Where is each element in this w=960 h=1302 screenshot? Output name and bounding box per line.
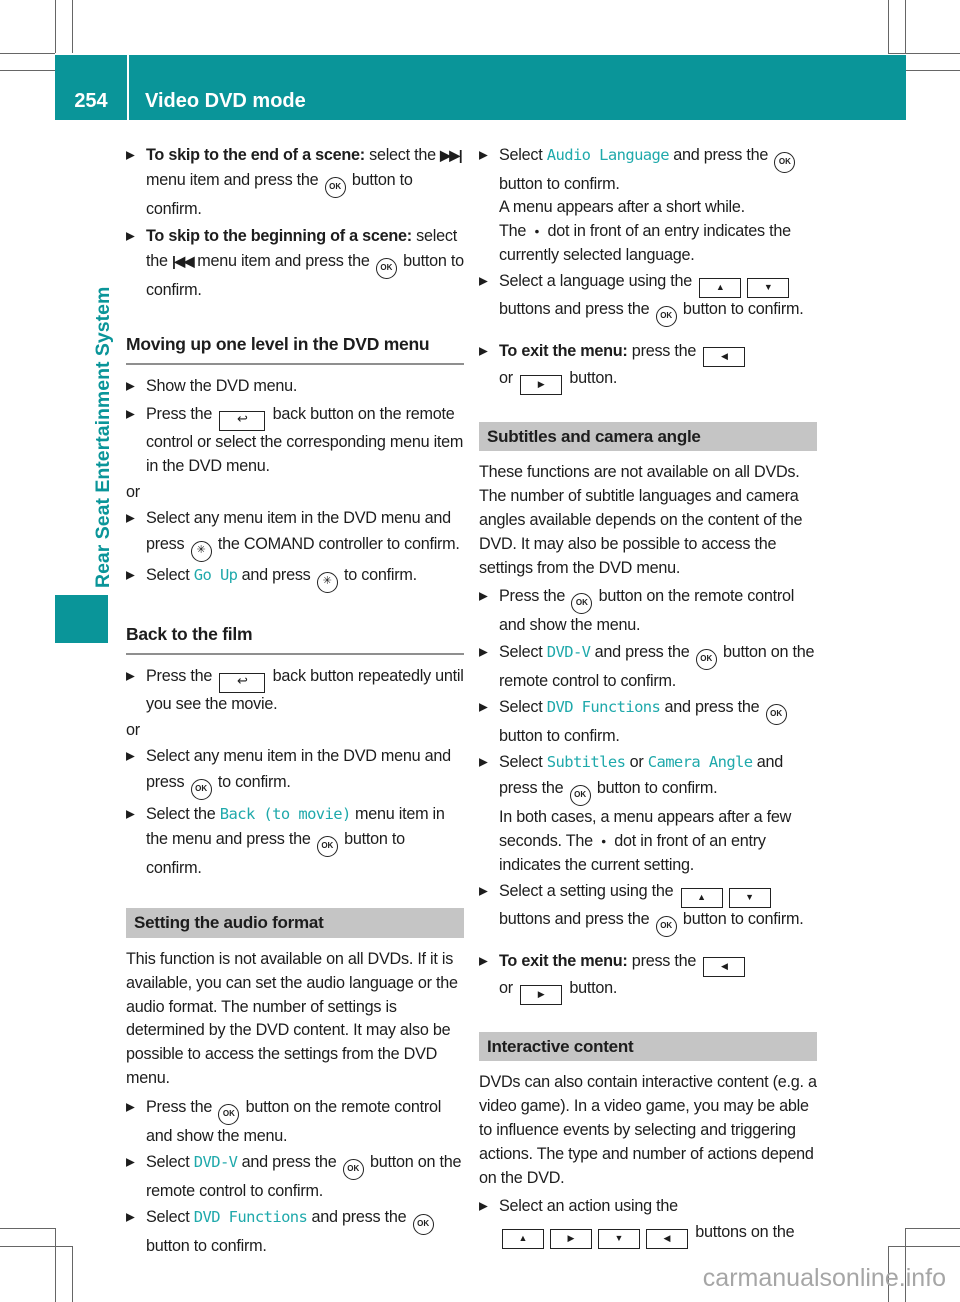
text-run: or — [499, 979, 518, 998]
text-run: DVDs can also contain interactive content (e.g. a video game). In a video game, you may be able to influence events by selecting and triggering actions. The type and number of actions depend on the DVD. — [479, 1073, 817, 1187]
text-run: Select — [499, 698, 547, 717]
text-run: dot in front of an entry indicates the current setting. — [499, 831, 766, 874]
text-run: Press the — [146, 667, 217, 686]
skip-to-end-icon: ▶▶| — [440, 146, 462, 163]
text-run: Select a language using the — [499, 272, 697, 291]
text-run: and press the — [590, 642, 694, 661]
instruction-item — [479, 751, 817, 877]
text-run: press the — [627, 341, 701, 360]
text-run: select the — [146, 226, 457, 271]
text-run: and press the — [660, 698, 764, 717]
comand-controller-icon: ✳ — [317, 572, 338, 593]
text-run: button to confirm. — [499, 727, 620, 746]
text-run: or — [126, 721, 140, 740]
text-run: button to confirm. — [146, 252, 464, 300]
text-run: The — [499, 222, 531, 241]
text-run: Select — [499, 753, 547, 772]
text-run: and press the — [499, 753, 784, 798]
instruction-item — [479, 144, 817, 268]
right-column — [479, 141, 817, 1251]
section-header-gray: Setting the audio format — [126, 908, 464, 938]
crop-mark — [72, 0, 73, 53]
chapter-header-bar — [55, 55, 906, 120]
instruction-item — [479, 270, 817, 327]
text-run: or — [126, 482, 140, 501]
up-key-icon: ▲ — [502, 1229, 544, 1249]
text-run: menu item and press the — [146, 171, 323, 190]
down-key-icon: ▼ — [598, 1229, 640, 1249]
instruction-item — [479, 641, 817, 694]
text-run: back button on the remote control or select the corresponding menu item in the DVD menu. — [146, 405, 464, 475]
crop-mark — [55, 0, 56, 53]
instruction-item — [126, 564, 464, 593]
left-key-icon: ◀ — [703, 957, 745, 977]
instruction-item — [126, 1151, 464, 1204]
ok-button-icon: OK — [218, 1104, 239, 1125]
crop-mark — [888, 1246, 960, 1247]
text-run: button on the remote control and show the menu. — [146, 1097, 442, 1145]
text-run: Show the DVD menu. — [146, 376, 298, 395]
bold-text-run: To skip to the beginning of a scene: — [146, 226, 412, 245]
bullet-marker-icon: ▶ — [479, 701, 488, 714]
crop-mark — [72, 1246, 73, 1302]
menu-item-name: DVD-V — [546, 642, 591, 661]
text-run: and press the — [669, 145, 773, 164]
crop-mark — [0, 1246, 72, 1247]
ok-button-icon: OK — [413, 1214, 434, 1235]
section-header-gray: Subtitles and camera angle — [479, 422, 817, 452]
text-run: press the — [627, 951, 701, 970]
left-column — [126, 141, 464, 1262]
bullet-marker-icon: ▶ — [126, 1101, 135, 1114]
bold-text-run: To skip to the end of a scene: — [146, 145, 365, 164]
sidebar-chapter-marker — [55, 595, 108, 643]
text-block — [126, 948, 464, 1091]
instruction-item — [126, 1096, 464, 1149]
text-run: A menu appears after a short while. — [499, 198, 745, 217]
bullet-marker-icon: ▶ — [126, 569, 135, 582]
back-key-icon: ↩ — [219, 673, 265, 693]
down-key-icon: ▼ — [729, 888, 771, 908]
text-run: button to confirm. — [678, 299, 804, 318]
instruction-item — [479, 950, 817, 1005]
bullet-marker-icon: ▶ — [126, 512, 135, 525]
ok-button-icon: OK — [325, 177, 346, 198]
text-run: button. — [565, 979, 618, 998]
menu-item-name: DVD-V — [193, 1153, 238, 1172]
text-run: buttons and press the — [499, 909, 654, 928]
instruction-item — [479, 1195, 817, 1248]
text-run: Select a setting using the — [499, 882, 678, 901]
text-run: select the — [364, 145, 441, 164]
crop-mark — [905, 70, 960, 71]
instruction-item — [126, 1206, 464, 1259]
text-run: menu item in the menu and press the — [146, 804, 445, 849]
ok-button-icon: OK — [317, 836, 338, 857]
bullet-marker-icon: ▶ — [479, 1200, 488, 1213]
instruction-item — [126, 803, 464, 882]
menu-item-name: DVD Functions — [546, 698, 661, 717]
crop-mark — [0, 1228, 55, 1229]
menu-item-name: DVD Functions — [193, 1208, 308, 1227]
text-run: Select — [499, 145, 547, 164]
ok-button-icon: OK — [376, 258, 397, 279]
left-key-icon: ◀ — [646, 1229, 688, 1249]
crop-mark — [905, 1228, 960, 1229]
ok-button-icon: OK — [766, 704, 787, 725]
text-run: Select the — [146, 804, 220, 823]
bullet-marker-icon: ▶ — [479, 345, 488, 358]
crop-mark — [888, 0, 889, 53]
ok-button-icon: OK — [570, 785, 591, 806]
text-run: button to confirm. — [146, 830, 405, 878]
instruction-item — [126, 507, 464, 562]
menu-item-name: Camera Angle — [647, 753, 753, 772]
bullet-marker-icon: ▶ — [479, 885, 488, 898]
right-key-icon: ▶ — [520, 985, 562, 1005]
instruction-item — [126, 375, 464, 401]
right-key-icon: ▶ — [520, 375, 562, 395]
skip-to-start-icon: |◀◀ — [172, 253, 193, 270]
text-run: button on the remote control and show the menu. — [499, 587, 795, 635]
text-run: button. — [565, 369, 618, 388]
text-run: Select an action using the — [499, 1197, 678, 1216]
ok-button-icon: OK — [191, 779, 212, 800]
text-run: the COMAND controller to confirm. — [213, 534, 460, 553]
text-run: to confirm. — [339, 566, 417, 585]
crop-mark — [0, 53, 55, 54]
text-run: Press the — [499, 587, 570, 606]
left-key-icon: ◀ — [703, 347, 745, 367]
instruction-item — [126, 665, 464, 716]
instruction-item — [479, 585, 817, 638]
comand-controller-icon: ✳ — [191, 541, 212, 562]
text-block — [126, 481, 464, 505]
instruction-item — [126, 403, 464, 478]
bullet-marker-icon: ▶ — [479, 756, 488, 769]
ok-button-icon: OK — [696, 649, 717, 670]
crop-mark — [55, 1228, 56, 1302]
bullet-marker-icon: ▶ — [126, 408, 135, 421]
up-key-icon: ▲ — [681, 888, 723, 908]
text-run: Press the — [146, 405, 217, 424]
up-key-icon: ▲ — [699, 278, 741, 298]
section-header: Back to the film — [126, 623, 464, 655]
bullet-marker-icon: ▶ — [126, 149, 135, 161]
bullet-marker-icon: ▶ — [479, 955, 488, 968]
bullet-marker-icon: ▶ — [126, 1211, 135, 1224]
selected-dot-icon: ● — [601, 835, 607, 846]
text-block — [479, 1071, 817, 1190]
bullet-marker-icon: ▶ — [479, 646, 488, 659]
bullet-marker-icon: ▶ — [479, 275, 488, 288]
selected-dot-icon: ● — [534, 226, 540, 237]
text-run: Select — [146, 566, 194, 585]
down-key-icon: ▼ — [747, 278, 789, 298]
text-run: to confirm. — [213, 773, 291, 792]
text-run: Select any menu item in the DVD menu and press — [146, 509, 451, 553]
instruction-item — [126, 745, 464, 800]
text-run: button to confirm. — [678, 909, 804, 928]
text-block — [126, 719, 464, 743]
bullet-marker-icon: ▶ — [126, 380, 135, 393]
instruction-item — [479, 696, 817, 749]
text-run: or — [499, 369, 518, 388]
text-run: and press the — [307, 1208, 411, 1227]
bullet-marker-icon: ▶ — [126, 750, 135, 763]
text-run: button to confirm. — [499, 174, 620, 193]
instruction-item — [126, 144, 464, 223]
text-run: and press — [237, 566, 315, 585]
text-run: buttons and press the — [499, 299, 654, 318]
bold-text-run: To exit the menu: — [499, 951, 628, 970]
ok-button-icon: OK — [774, 152, 795, 173]
text-run: or — [625, 753, 648, 772]
watermark: carmanualsonline.info — [702, 1264, 946, 1292]
text-run: back button repeatedly until you see the movie. — [146, 667, 464, 713]
text-run: Select — [146, 1208, 194, 1227]
menu-item-name: Audio Language — [546, 145, 669, 164]
ok-button-icon: OK — [571, 593, 592, 614]
right-key-icon: ▶ — [550, 1229, 592, 1249]
sidebar-chapter-label: Rear Seat Entertainment System — [92, 286, 114, 588]
text-run: buttons on the — [691, 1223, 795, 1242]
text-block — [479, 461, 817, 580]
section-header-gray: Interactive content — [479, 1032, 817, 1062]
text-run: Select — [146, 1153, 194, 1172]
bullet-marker-icon: ▶ — [479, 149, 488, 161]
ok-button-icon: OK — [343, 1159, 364, 1180]
instruction-item — [126, 225, 464, 304]
crop-mark — [888, 53, 960, 54]
chapter-title: Video DVD mode — [145, 90, 306, 112]
text-run: These functions are not available on all DVDs. The number of subtitle languages and camera angles available depends on the content of the DVD. It may also be possible to access the settings from the DVD menu. — [479, 463, 803, 577]
menu-item-name: Subtitles — [546, 753, 626, 772]
bullet-marker-icon: ▶ — [126, 1156, 135, 1169]
ok-button-icon: OK — [656, 916, 677, 937]
bullet-marker-icon: ▶ — [126, 808, 135, 821]
bullet-marker-icon: ▶ — [479, 590, 488, 603]
page-number: 254 — [55, 55, 129, 120]
text-run: dot in front of an entry indicates the currently selected language. — [499, 222, 791, 264]
back-key-icon: ↩ — [219, 411, 265, 431]
menu-item-name: Back (to movie) — [219, 804, 351, 823]
bold-text-run: To exit the menu: — [499, 341, 628, 360]
text-run: Select — [499, 642, 547, 661]
text-run: and press the — [237, 1153, 341, 1172]
crop-mark — [905, 0, 906, 53]
bullet-marker-icon: ▶ — [126, 230, 135, 243]
text-run: button on the remote control to confirm. — [499, 642, 815, 690]
text-run: In both cases, a menu appears after a few seconds. The — [499, 808, 792, 850]
bullet-marker-icon: ▶ — [126, 670, 135, 683]
instruction-item — [479, 340, 817, 395]
instruction-item — [479, 880, 817, 937]
text-run: menu item and press the — [192, 252, 374, 271]
section-header: Moving up one level in the DVD menu — [126, 333, 464, 365]
ok-button-icon: OK — [656, 306, 677, 327]
text-run: This function is not available on all DVDs. If it is available, you can set the audio language or the audio format. The number of settings is determined by the DVD content. It may also be possible to access the settings from the DVD menu. — [126, 950, 458, 1088]
text-run: button to confirm. — [146, 171, 413, 219]
menu-item-name: Go Up — [193, 566, 238, 585]
text-run: Select any menu item in the DVD menu and press — [146, 747, 451, 792]
text-run: button to confirm. — [592, 779, 718, 798]
text-run: button to confirm. — [146, 1237, 267, 1256]
text-run: Press the — [146, 1097, 217, 1116]
text-run: button on the remote control to confirm. — [146, 1153, 462, 1201]
